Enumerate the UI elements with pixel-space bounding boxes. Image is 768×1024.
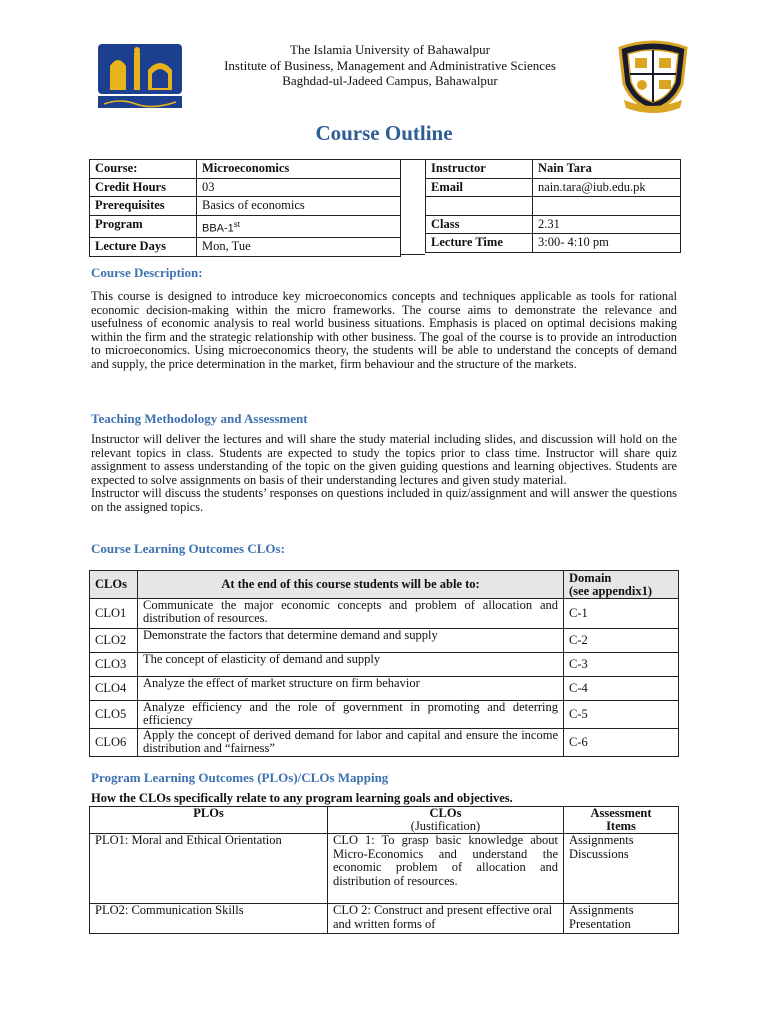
credit-hours-value: 03 bbox=[197, 178, 401, 197]
table-row bbox=[90, 629, 679, 653]
clo-justification-header bbox=[328, 807, 564, 834]
lecture-days-row bbox=[90, 238, 401, 257]
clo-domain: C-6 bbox=[564, 729, 679, 757]
clo-id: CLO1 bbox=[90, 599, 138, 629]
assessment-item: Assignments bbox=[569, 833, 634, 847]
methodology-paragraph-2: Instructor will discuss the students’ responses on questions included in quiz/assignment and will answer the questions on the assigned topics. bbox=[91, 486, 677, 514]
teaching-methodology-heading: Teaching Methodology and Assessment bbox=[91, 411, 308, 426]
course-row bbox=[90, 160, 401, 179]
clo-domain: C-4 bbox=[564, 677, 679, 701]
clo-header-line2: (Justification) bbox=[410, 819, 481, 833]
assessment-item: Discussions bbox=[569, 846, 629, 861]
domain-header bbox=[564, 571, 679, 599]
course-value: Microeconomics bbox=[197, 160, 401, 179]
institute-name: Institute of Business, Management and Administrative Sciences bbox=[224, 57, 556, 73]
domain-header-line1: Domain bbox=[569, 570, 612, 585]
plo-mapping-question: How the CLOs specifically relate to any program learning goals and objectives. bbox=[91, 791, 513, 805]
table-row bbox=[90, 701, 679, 729]
lecture-time-value: 3:00- 4:10 pm bbox=[533, 234, 681, 253]
prerequisites-row bbox=[90, 197, 401, 216]
plo-clo-justification: CLO 2: Construct and present effective oral and written forms of bbox=[328, 904, 564, 934]
table-divider bbox=[401, 159, 425, 255]
credit-hours-label: Credit Hours bbox=[90, 178, 197, 197]
program-value bbox=[197, 215, 401, 238]
clo-text: The concept of elasticity of demand and supply bbox=[138, 653, 564, 677]
lecture-time-label: Lecture Time bbox=[426, 234, 533, 253]
clo-id: CLO2 bbox=[90, 629, 138, 653]
plo-name: PLO2: Communication Skills bbox=[90, 904, 328, 934]
clo-text: Communicate the major economic concepts and problem of allocation and distribution of resources. bbox=[138, 599, 564, 629]
clo-statement-header: At the end of this course students will be able to: bbox=[138, 571, 564, 599]
program-superscript: st bbox=[233, 219, 241, 229]
clo-domain: C-3 bbox=[564, 653, 679, 677]
table-row bbox=[90, 599, 679, 629]
empty-cell bbox=[426, 197, 533, 216]
domain-header-line2: (see appendix1) bbox=[569, 583, 652, 598]
prerequisites-value: Basics of economics bbox=[197, 197, 401, 216]
course-label: Course: bbox=[90, 160, 197, 179]
assessment-header-line1: Assessment bbox=[590, 806, 652, 820]
clo-header-row bbox=[90, 571, 679, 599]
clo-id: CLO5 bbox=[90, 701, 138, 729]
methodology-paragraph-1: Instructor will deliver the lectures and will share the study material including slides, and discussion will hold on the relevant topics in class. Students are expected to study the topics prior to class time. Instructor will share quiz assignment to assess understanding of the topic on the given guiding questions and learning objectives. Students are expected to solve assignments on basis of their understanding lectures and given study material. bbox=[91, 432, 677, 487]
class-row bbox=[426, 215, 681, 234]
email-row bbox=[426, 178, 681, 197]
university-header bbox=[190, 42, 590, 89]
clo-id: CLO3 bbox=[90, 653, 138, 677]
plo-assessment-items bbox=[564, 904, 679, 934]
empty-row bbox=[426, 197, 681, 216]
clo-table bbox=[89, 570, 679, 757]
table-row bbox=[90, 653, 679, 677]
assessment-item: Presentation bbox=[569, 916, 631, 931]
class-label: Class bbox=[426, 215, 533, 234]
empty-cell bbox=[533, 197, 681, 216]
campus-name: Baghdad-ul-Jadeed Campus, Bahawalpur bbox=[282, 73, 498, 88]
lecture-time-row bbox=[426, 234, 681, 253]
institute-crest-right bbox=[614, 38, 692, 114]
teaching-methodology-text bbox=[91, 433, 677, 515]
program-label: Program bbox=[90, 215, 197, 238]
clo-text: Analyze efficiency and the role of government in promoting and deterring efficiency bbox=[138, 701, 564, 729]
assessment-item: Assignments bbox=[569, 903, 634, 917]
prerequisites-label: Prerequisites bbox=[90, 197, 197, 216]
table-row bbox=[90, 729, 679, 757]
course-description-text bbox=[91, 290, 677, 372]
course-description-heading: Course Description: bbox=[91, 265, 203, 280]
table-row bbox=[90, 904, 679, 934]
lecture-days-value: Mon, Tue bbox=[197, 238, 401, 257]
table-row bbox=[90, 834, 679, 904]
assessment-header-line2: Items bbox=[606, 819, 636, 833]
plo-header: PLOs bbox=[90, 807, 328, 834]
plo-mapping-table bbox=[89, 806, 679, 934]
clo-domain: C-1 bbox=[564, 599, 679, 629]
clo-col-header: CLOs bbox=[90, 571, 138, 599]
plo-header-row bbox=[90, 807, 679, 834]
clo-header-line1: CLOs bbox=[429, 806, 462, 820]
program-row bbox=[90, 215, 401, 238]
course-description-paragraph: This course is designed to introduce key microeconomics concepts and techniques applicable as tools for rational economic decision-making within the micro frameworks. The course aims to demonstrate the relevance and usefulness of economic analysis to real world business situations. Emphasis is placed on optimal decisions making within the firm and the strategic relationship with other business. The goal of the course is to provide an introduction to microeconomics. Using microeconomics theory, the students will be able to understand the concepts of demand and supply, the price determination in the market, firm behaviour and the structure of the markets. bbox=[91, 289, 677, 371]
plo-assessment-items bbox=[564, 834, 679, 904]
instructor-label: Instructor bbox=[426, 160, 533, 179]
instructor-row bbox=[426, 160, 681, 179]
university-name: The Islamia University of Bahawalpur bbox=[290, 42, 490, 57]
instructor-value: Nain Tara bbox=[533, 160, 681, 179]
clo-id: CLO4 bbox=[90, 677, 138, 701]
clo-heading: Course Learning Outcomes CLOs: bbox=[91, 541, 285, 556]
email-label: Email bbox=[426, 178, 533, 197]
credit-hours-row bbox=[90, 178, 401, 197]
instructor-info-table bbox=[425, 159, 681, 253]
plo-name: PLO1: Moral and Ethical Orientation bbox=[90, 834, 328, 904]
assessment-items-header bbox=[564, 807, 679, 834]
program-text: BBA-1 bbox=[202, 222, 234, 235]
page-title: Course Outline bbox=[315, 121, 453, 145]
clo-id: CLO6 bbox=[90, 729, 138, 757]
plo-mapping-heading: Program Learning Outcomes (PLOs)/CLOs Mapping bbox=[91, 770, 389, 785]
clo-domain: C-2 bbox=[564, 629, 679, 653]
table-row bbox=[90, 677, 679, 701]
university-logo-left bbox=[90, 42, 190, 112]
clo-domain: C-5 bbox=[564, 701, 679, 729]
course-info-table bbox=[89, 159, 401, 257]
lecture-days-label: Lecture Days bbox=[90, 238, 197, 257]
plo-clo-justification: CLO 1: To grasp basic knowledge about Micro-Economics and understand the economic problem of allocation and distribution of resources. bbox=[328, 834, 564, 904]
email-value: nain.tara@iub.edu.pk bbox=[533, 178, 681, 197]
clo-text: Apply the concept of derived demand for labor and capital and ensure the income distribution and “fairness” bbox=[138, 729, 564, 757]
clo-text: Demonstrate the factors that determine demand and supply bbox=[138, 629, 564, 653]
clo-text: Analyze the effect of market structure on firm behavior bbox=[138, 677, 564, 701]
class-value: 2.31 bbox=[533, 215, 681, 234]
